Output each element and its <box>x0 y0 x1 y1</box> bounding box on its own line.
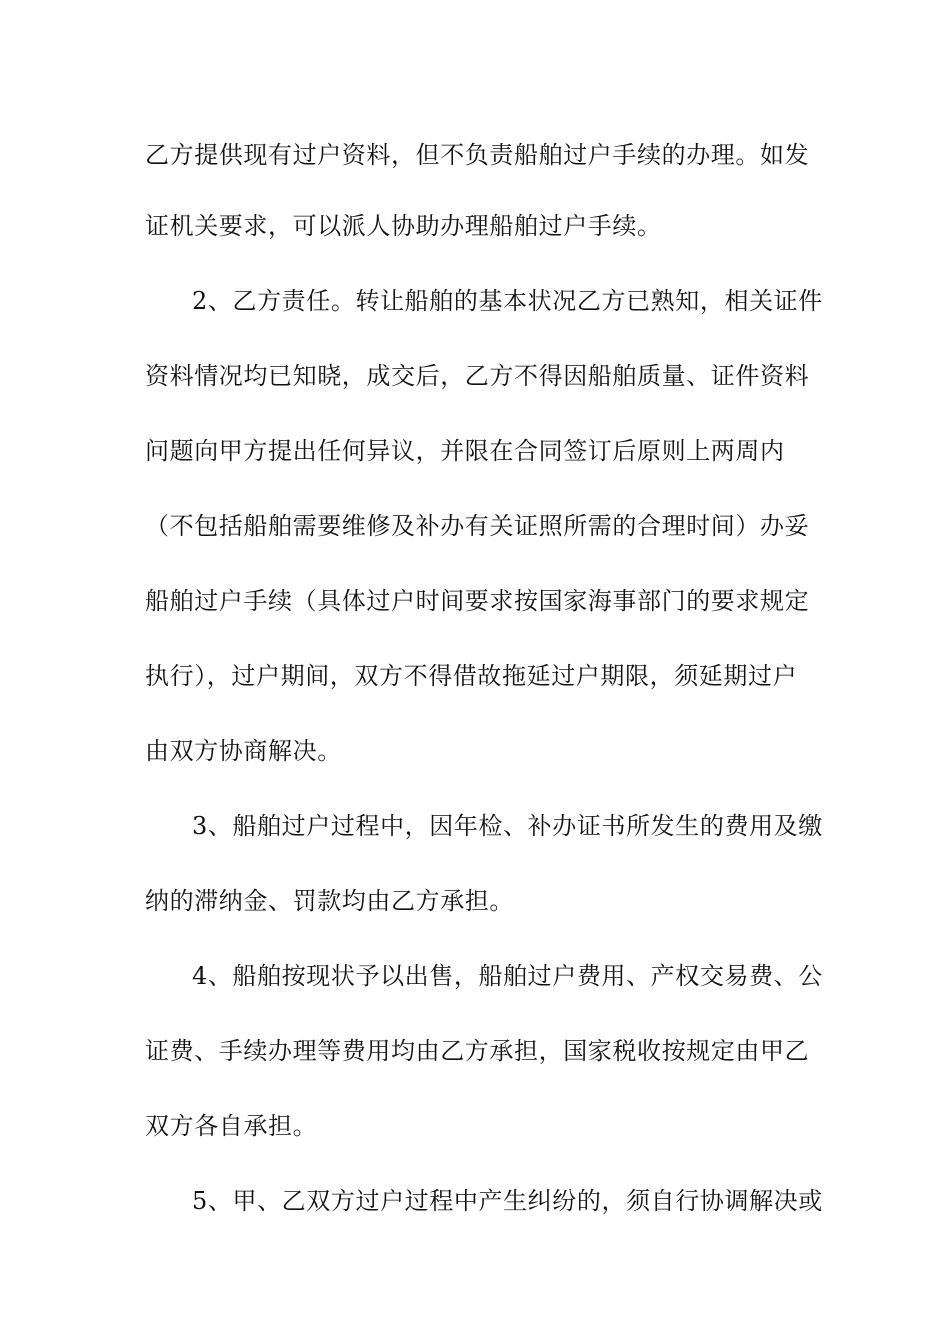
text-line: 纳的滞纳金、罚款均由乙方承担。 <box>145 887 514 915</box>
paragraph-2-start: 2、乙方责任。转让船舶的基本状况乙方已熟知，相关证件 <box>192 287 823 315</box>
text-line: （不包括船舶需要维修及补办有关证照所需的合理时间）办妥 <box>145 512 810 540</box>
paragraph-4-start: 4、船舶按现状予以出售，船舶过户费用、产权交易费、公 <box>192 962 823 990</box>
text-line: 问题向甲方提出任何异议，并限在合同签订后原则上两周内 <box>145 437 785 465</box>
paragraph-3-start: 3、船舶过户过程中，因年检、补办证书所发生的费用及缴 <box>192 812 823 840</box>
text-line: 证费、手续办理等费用均由乙方承担，国家税收按规定由甲乙 <box>145 1037 810 1065</box>
text-line: 乙方提供现有过户资料，但不负责船舶过户手续的办理。如发 <box>145 141 810 169</box>
text-line: 船舶过户手续（具体过户时间要求按国家海事部门的要求规定 <box>145 587 810 615</box>
text-line: 双方各自承担。 <box>145 1112 318 1140</box>
text-line: 证机关要求，可以派人协助办理船舶过户手续。 <box>145 212 662 240</box>
text-line: 执行），过户期间，双方不得借故拖延过户期限，须延期过户 <box>145 662 798 690</box>
paragraph-5-start: 5、甲、乙双方过户过程中产生纠纷的，须自行协调解决或 <box>192 1187 823 1215</box>
text-line: 资料情况均已知晓，成交后，乙方不得因船舶质量、证件资料 <box>145 362 810 390</box>
text-line: 由双方协商解决。 <box>145 737 342 765</box>
